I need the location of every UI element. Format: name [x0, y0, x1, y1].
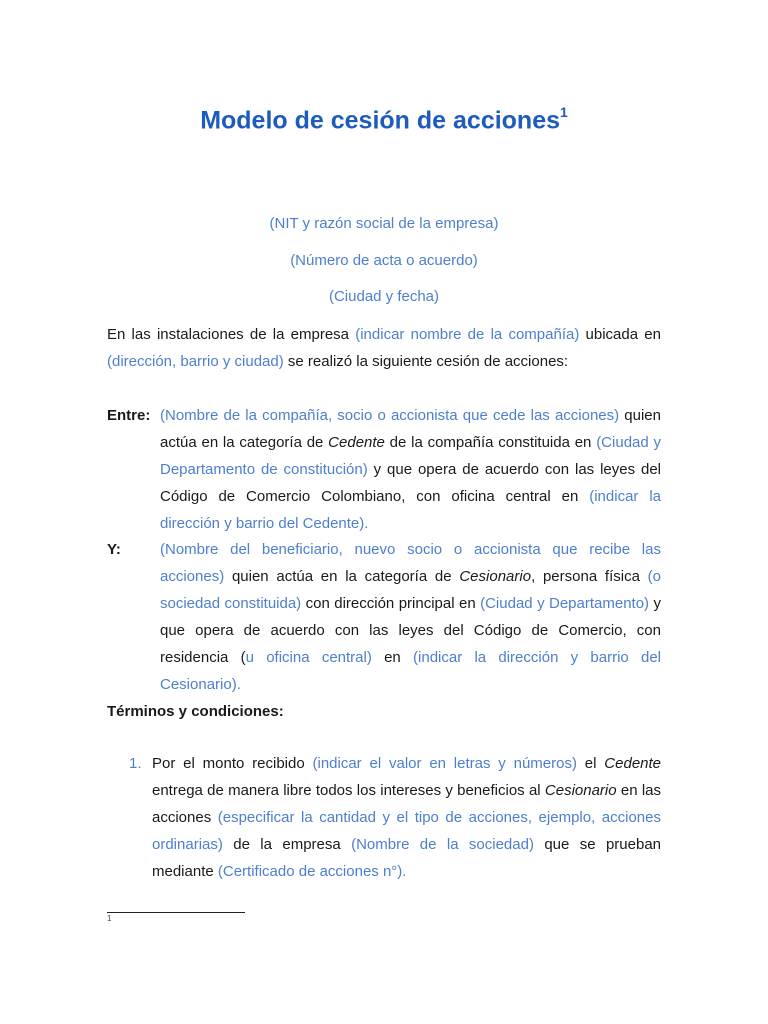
- terms-heading: Términos y condiciones:: [107, 703, 284, 720]
- title-text: Modelo de cesión de acciones: [200, 106, 561, 135]
- footnote-ref[interactable]: 1: [560, 104, 568, 120]
- text-run: en: [371, 649, 414, 666]
- text-run: y que opera de acuerdo con las leyes del Código de Comercio Colombiano, con oficina central en: [160, 461, 662, 505]
- text-run: quien actúa en la categoría de: [224, 568, 460, 585]
- placeholder: u oficina central): [245, 649, 372, 666]
- placeholder: (Ciudad y Departamento): [480, 595, 650, 612]
- italic-term: Cedente: [604, 755, 662, 772]
- text-run: entrega de manera libre todos los intereses y beneficios al: [152, 782, 545, 799]
- placeholder: (Nombre de la compañía, socio o accionista que cede las acciones): [160, 407, 620, 424]
- italic-term: Cedente: [328, 434, 385, 451]
- header-line-acta: (Número de acta o acuerdo): [290, 252, 478, 269]
- text-run: se realizó la siguiente cesión de acciones:: [283, 353, 569, 370]
- header-line-ciudad: (Ciudad y fecha): [328, 288, 440, 305]
- list-number: 1.: [129, 755, 142, 772]
- placeholder: (indicar la dirección y barrio del Cesionario).: [160, 649, 662, 693]
- footnote-number: 1: [107, 914, 112, 923]
- text-run: en las acciones: [152, 782, 662, 826]
- placeholder: (o sociedad constituida): [160, 568, 661, 612]
- footnote-separator: [107, 912, 245, 913]
- intro-paragraph: [107, 321, 661, 375]
- placeholder: (dirección, barrio y ciudad): [107, 353, 284, 370]
- list-item: [152, 750, 661, 885]
- y-label: Y:: [107, 541, 121, 558]
- placeholder: (indicar la dirección y barrio del Cedente).: [160, 488, 661, 532]
- text-run: quien actúa en la categoría de: [160, 407, 661, 451]
- text-run: con dirección principal en: [301, 595, 481, 612]
- text-run: En las instalaciones de la empresa: [107, 326, 356, 343]
- text-run: que se prueban mediante: [152, 836, 662, 880]
- placeholder: (indicar el valor en letras y números): [312, 755, 577, 772]
- entre-paragraph: [160, 402, 661, 537]
- y-paragraph: [160, 536, 661, 698]
- text-run: Por el monto recibido: [152, 755, 313, 772]
- placeholder: (Certificado de acciones n°).: [217, 863, 407, 880]
- text-run: de la compañía constituida en: [384, 434, 597, 451]
- placeholder: (Ciudad y Departamento de constitución): [160, 434, 661, 478]
- text-run: ubicada en: [579, 326, 661, 343]
- italic-term: Cesionario: [459, 568, 532, 585]
- text-run: de la empresa: [222, 836, 352, 853]
- placeholder: (Nombre del beneficiario, nuevo socio o accionista que recibe las acciones): [160, 541, 661, 585]
- entre-label: Entre:: [107, 407, 151, 424]
- text-run: , persona física: [531, 568, 648, 585]
- placeholder: (Nombre de la sociedad): [351, 836, 534, 853]
- placeholder: (indicar nombre de la compañía): [355, 326, 580, 343]
- document-title: [0, 106, 768, 135]
- header-line-nit: (NIT y razón social de la empresa): [269, 215, 499, 232]
- placeholder: (especificar la cantidad y el tipo de acciones, ejemplo, acciones ordinarias): [152, 809, 661, 853]
- text-run: el: [576, 755, 605, 772]
- text-run: y que opera de acuerdo con las leyes del Código de Comercio, con residencia (: [160, 595, 661, 666]
- italic-term: Cesionario: [544, 782, 617, 799]
